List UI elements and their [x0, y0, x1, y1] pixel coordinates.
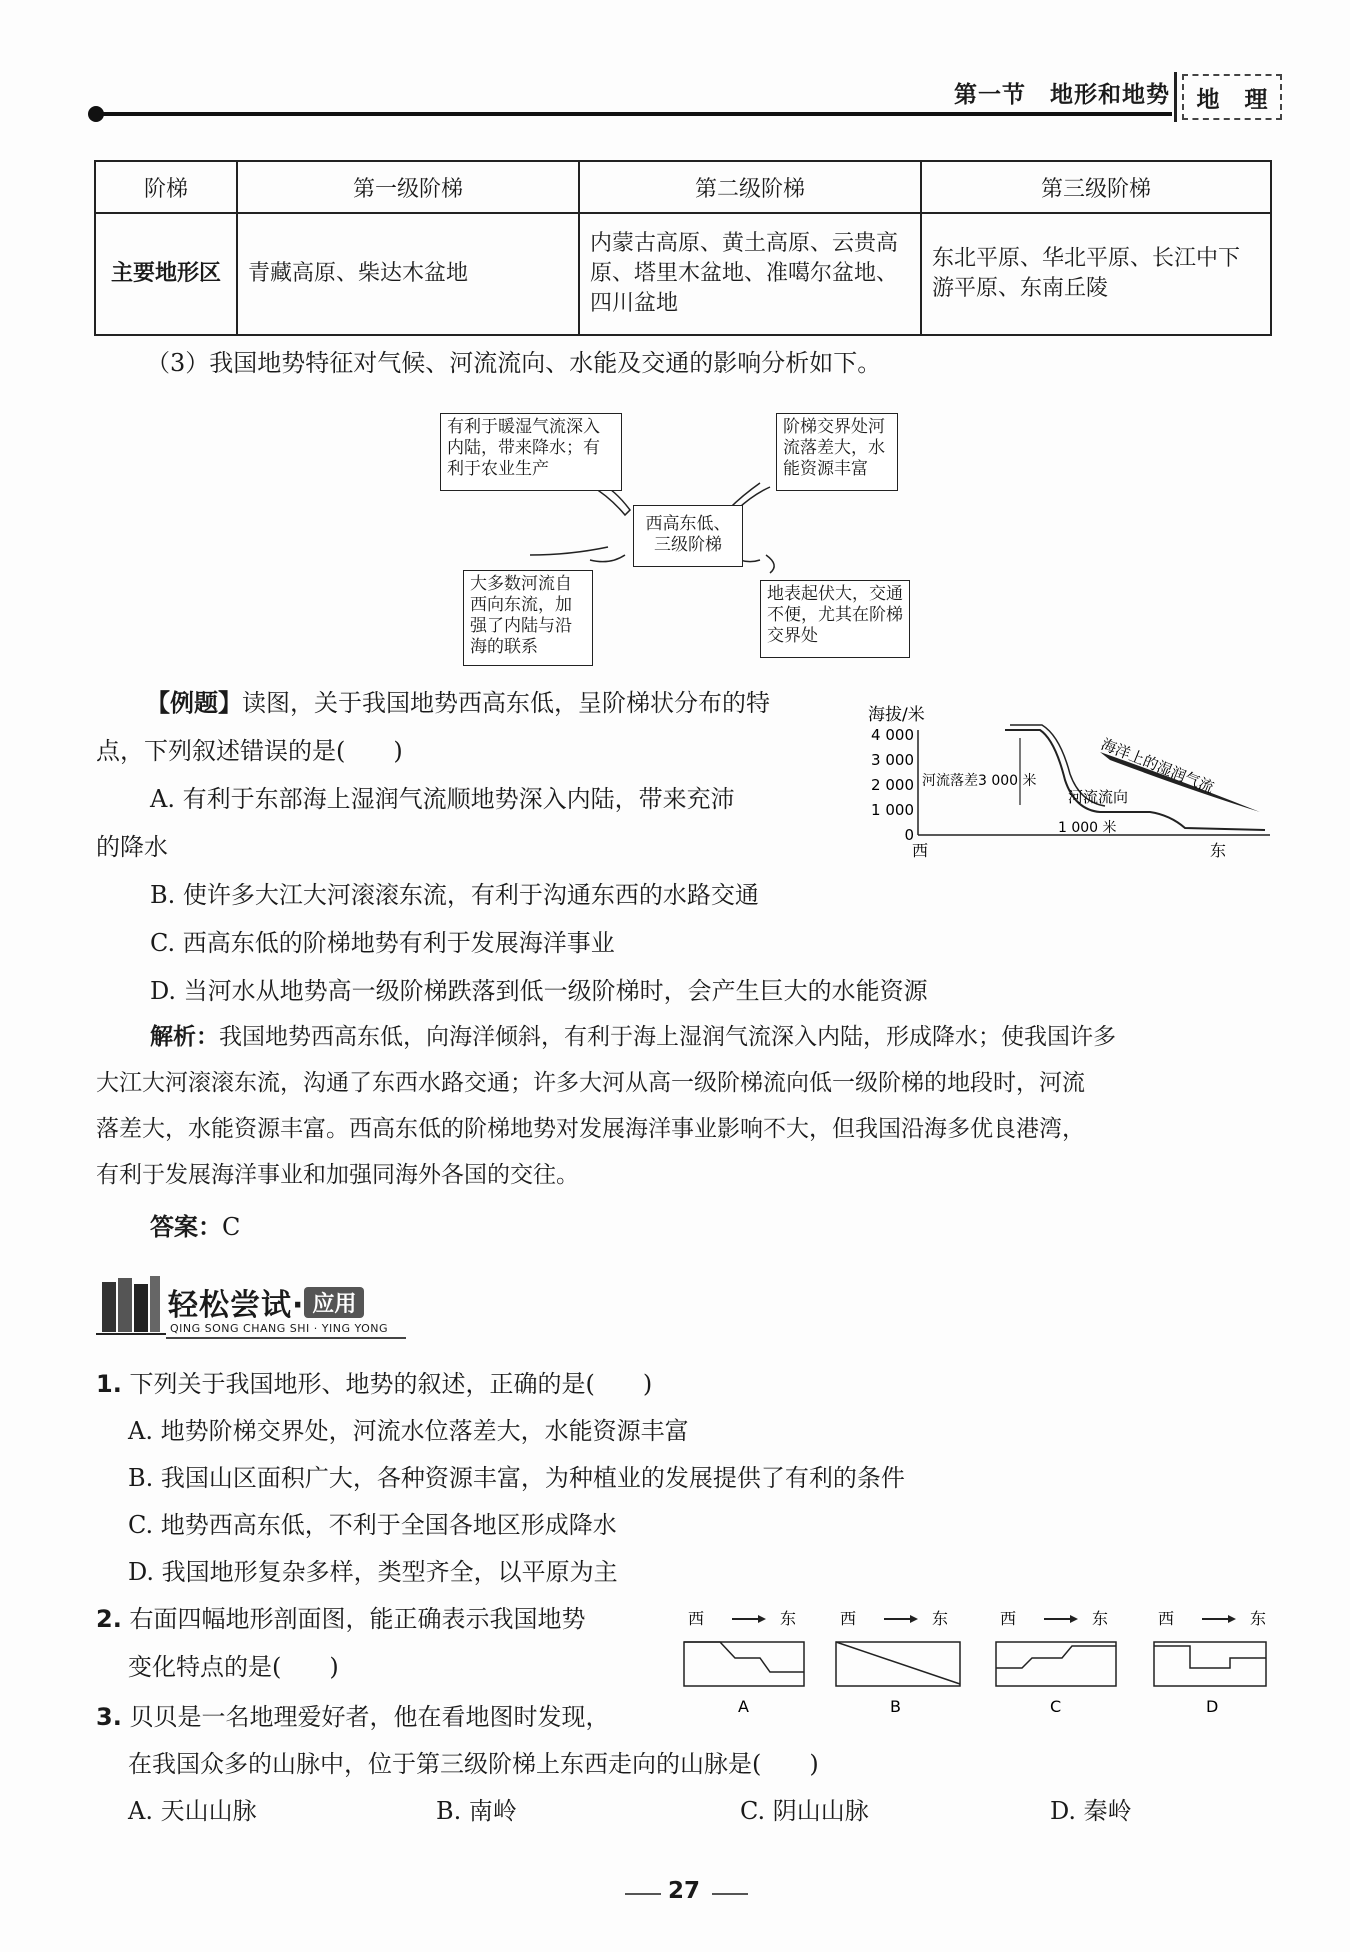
subject-label — [1182, 74, 1282, 120]
profile-east-label: 东 — [1250, 1609, 1267, 1628]
example-option-b: B. 使许多大江大河滚滚东流，有利于沟通东西的水路交通 — [150, 881, 759, 909]
page-number: 27 — [668, 1878, 701, 1904]
example-option-a-cont: 的降水 — [96, 833, 168, 861]
analysis-line-4: 有利于发展海洋事业和加强同海外各国的交往。 — [96, 1162, 579, 1188]
example-label: 【例题】 — [146, 689, 242, 717]
profile-label: C — [1050, 1697, 1062, 1716]
question-number: 2. — [96, 1605, 122, 1633]
question-3-cont: 在我国众多的山脉中，位于第三级阶梯上东西走向的山脉是( ) — [128, 1750, 819, 1778]
terrain-profile-figure — [860, 700, 1280, 870]
table-header-row — [95, 161, 1271, 213]
mindmap-node-climate: 有利于暖湿气流深入内陆，带来降水；有利于农业生产 — [440, 413, 622, 491]
mindmap-center: 西高东低、三级阶梯 — [633, 505, 743, 567]
question-stem: 下列关于我国地形、地势的叙述，正确的是( ) — [129, 1370, 653, 1398]
books-icon — [96, 1272, 166, 1338]
subject-char-1: 地 — [1196, 86, 1220, 113]
figure-west-label: 西 — [912, 841, 929, 860]
figure-tick: 2 000 — [871, 776, 914, 794]
terrain-steps-table — [94, 160, 1272, 336]
profile-label: D — [1206, 1697, 1219, 1716]
terrain-profile-line — [1005, 730, 1265, 830]
q3-option-b: B. 南岭 — [436, 1797, 517, 1825]
table-row-label: 主要地形区 — [95, 213, 237, 335]
header-rule — [92, 112, 1172, 116]
profile-west-label: 西 — [1000, 1609, 1017, 1628]
banner-title: 轻松尝试· — [168, 1288, 305, 1323]
table-header-cell: 第一级阶梯 — [237, 161, 579, 213]
intro-paragraph: （3）我国地势特征对气候、河流流向、水能及交通的影响分析如下。 — [146, 349, 882, 377]
q1-option-b: B. 我国山区面积广大，各种资源丰富，为种植业的发展提供了有利的条件 — [128, 1464, 905, 1492]
analysis-line-1 — [150, 1020, 1116, 1054]
profile-a — [684, 1609, 804, 1716]
q3-option-a: A. 天山山脉 — [128, 1797, 257, 1825]
mindmap-node-rivers: 大多数河流自西向东流，加强了内陆与沿海的联系 — [463, 570, 593, 666]
question-number: 3. — [96, 1703, 122, 1731]
question-stem: 右面四幅地形剖面图，能正确表示我国地势 — [129, 1605, 586, 1633]
profile-east-label: 东 — [932, 1609, 949, 1628]
question-3 — [96, 1700, 609, 1734]
section-banner — [168, 1280, 364, 1324]
table-header-cell: 第三级阶梯 — [921, 161, 1271, 213]
profile-label: B — [890, 1697, 901, 1716]
profile-b — [836, 1609, 960, 1716]
analysis-label: 解析： — [150, 1024, 219, 1050]
table-cell: 东北平原、华北平原、长江中下游平原、东南丘陵 — [921, 213, 1271, 335]
banner-tag: 应用 — [304, 1287, 364, 1318]
mindmap-node-transport: 地表起伏大，交通不便，尤其在阶梯交界处 — [760, 580, 910, 658]
header-section — [954, 76, 1170, 109]
figure-distance-label: 1 000 米 — [1058, 820, 1117, 836]
q1-option-d: D. 我国地形复杂多样，类型齐全，以平原为主 — [128, 1558, 618, 1586]
question-number: 1. — [96, 1370, 122, 1398]
mindmap-node-hydropower: 阶梯交界处河流落差大，水能资源丰富 — [776, 413, 898, 491]
example-stem-line-1 — [146, 686, 770, 720]
page-number-rule-left — [625, 1893, 661, 1895]
q1-option-a: A. 地势阶梯交界处，河流水位落差大，水能资源丰富 — [128, 1417, 689, 1445]
profile-west-label: 西 — [1158, 1609, 1175, 1628]
figure-tick: 0 — [904, 826, 914, 844]
table-header-cell: 阶梯 — [95, 161, 237, 213]
figure-tick: 4 000 — [871, 726, 914, 744]
section-number: 第一节 — [954, 82, 1026, 108]
answer-line — [150, 1210, 240, 1244]
profile-c — [996, 1609, 1116, 1716]
q3-option-d: D. 秦岭 — [1050, 1797, 1132, 1825]
profile-east-label: 东 — [1092, 1609, 1109, 1628]
profile-west-label: 西 — [840, 1609, 857, 1628]
example-option-d: D. 当河水从地势高一级阶梯跌落到低一级阶梯时，会产生巨大的水能资源 — [150, 977, 928, 1005]
question-2 — [96, 1602, 585, 1636]
table-cell: 内蒙古高原、黄土高原、云贵高原、塔里木盆地、准噶尔盆地、四川盆地 — [579, 213, 921, 335]
banner-pinyin: QING SONG CHANG SHI · YING YONG — [170, 1322, 388, 1335]
profile-d — [1154, 1609, 1266, 1716]
banner-underline — [166, 1337, 406, 1339]
example-option-a: A. 有利于东部海上湿润气流顺地势深入内陆，带来充沛 — [150, 785, 735, 813]
table-row — [95, 213, 1271, 335]
profile-east-label: 东 — [780, 1609, 797, 1628]
page-number-rule-right — [712, 1893, 748, 1895]
question-stem: 贝贝是一名地理爱好者，他在看地图时发现， — [129, 1703, 610, 1731]
analysis-line-3: 落差大，水能资源丰富。西高东低的阶梯地势对发展海洋事业影响不大，但我国沿海多优良港湾， — [96, 1116, 1085, 1142]
example-stem-1: 读图，关于我国地势西高东低，呈阶梯状分布的特 — [242, 689, 770, 717]
example-option-c: C. 西高东低的阶梯地势有利于发展海洋事业 — [150, 929, 615, 957]
figure-tick: 1 000 — [871, 801, 914, 819]
q3-option-c: C. 阴山山脉 — [740, 1797, 869, 1825]
figure-sea-label: 海洋上的湿润气流 — [1098, 735, 1217, 797]
q1-option-c: C. 地势西高东低，不利于全国各地区形成降水 — [128, 1511, 617, 1539]
figure-flow-label: 河流流向 — [1068, 788, 1129, 806]
profile-label: A — [738, 1697, 749, 1716]
figure-ylabel: 海拔/米 — [868, 705, 925, 725]
figure-tick: 3 000 — [871, 751, 914, 769]
section-title: 地形和地势 — [1050, 82, 1170, 108]
answer-label: 答案： — [150, 1213, 222, 1241]
subject-char-2: 理 — [1244, 86, 1268, 113]
analysis-text-1: 我国地势西高东低，向海洋倾斜，有利于海上湿润气流深入内陆，形成降水；使我国许多 — [219, 1024, 1116, 1050]
table-header-cell: 第二级阶梯 — [579, 161, 921, 213]
profile-west-label: 西 — [688, 1609, 705, 1628]
profile-options — [680, 1606, 1280, 1726]
question-2-cont: 变化特点的是( ) — [128, 1653, 339, 1681]
figure-drop-label: 河流落差3 000 米 — [922, 773, 1037, 789]
question-1 — [96, 1367, 652, 1401]
answer-value: C — [222, 1213, 241, 1241]
table-cell: 青藏高原、柴达木盆地 — [237, 213, 579, 335]
analysis-line-2: 大江大河滚滚东流，沟通了东西水路交通；许多大河从高一级阶梯流向低一级阶梯的地段时，河流 — [96, 1070, 1085, 1096]
example-stem-line-2: 点，下列叙述错误的是( ) — [96, 737, 403, 765]
figure-east-label: 东 — [1210, 841, 1227, 860]
